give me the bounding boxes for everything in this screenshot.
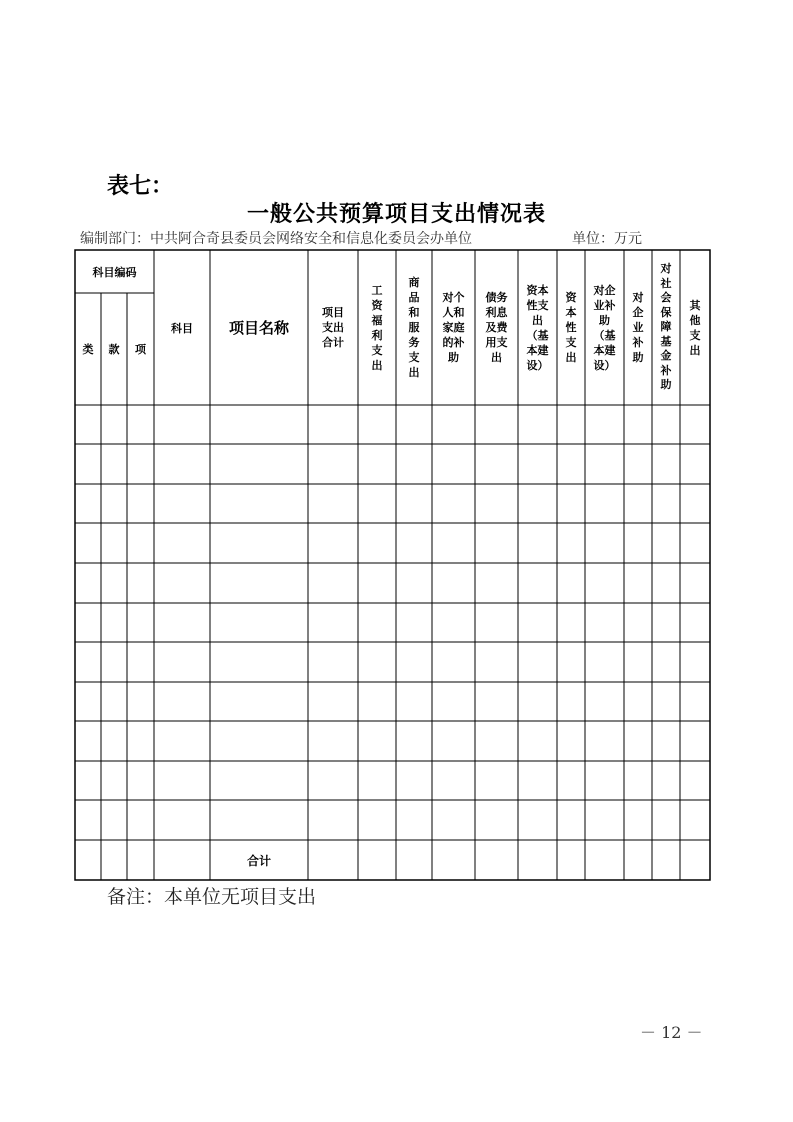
header-wages <box>358 250 396 405</box>
header-other-line: 支 <box>689 328 701 342</box>
header-to-individuals-line: 家庭 <box>442 321 465 334</box>
header-code-group: 科目编码 <box>92 265 137 279</box>
header-lei: 类 <box>82 343 94 356</box>
header-capital-basic-line: 设） <box>526 358 549 372</box>
header-social-security-line: 保 <box>660 305 672 319</box>
header-social-security <box>652 250 680 405</box>
page-number: － 12 － <box>640 1023 703 1042</box>
header-capital-line: 本 <box>565 306 577 319</box>
header-capital-basic-line: 性支 <box>526 298 549 312</box>
header-wages-line: 支 <box>371 343 383 357</box>
header-debt-interest-line: 用支 <box>485 336 508 349</box>
header-capital-basic-line: 资本 <box>526 283 549 297</box>
header-goods-services-line: 务 <box>408 336 420 349</box>
header-enterprise-basic-line: 对企 <box>593 283 616 297</box>
header-capital-basic-line: 本建 <box>526 343 549 357</box>
header-social-security-line: 对 <box>660 262 672 276</box>
header-debt-interest-line: 利息 <box>485 306 508 319</box>
header-capital <box>557 250 585 405</box>
header-project-total-line: 项目 <box>322 306 344 319</box>
header-capital-basic <box>518 250 557 405</box>
header-social-security-line: 障 <box>660 320 672 334</box>
department-line: 编制部门：中共阿合奇县委员会网络安全和信息化委员会办单位 <box>80 231 472 247</box>
header-debt-interest-line: 及费 <box>485 321 508 334</box>
header-debt-interest <box>475 250 518 405</box>
header-subject: 科目 <box>171 321 193 335</box>
table-label: 表七： <box>107 173 174 199</box>
header-goods-services-line: 出 <box>408 366 420 379</box>
header-goods-services <box>396 250 432 405</box>
page-title: 一般公共预算项目支出情况表 <box>246 201 546 227</box>
header-other <box>680 250 710 405</box>
header-capital-basic-line: 出 <box>532 313 543 327</box>
header-kuan: 款 <box>108 343 120 356</box>
header-debt-interest-line: 债务 <box>485 291 508 304</box>
header-social-security-line: 会 <box>660 291 672 305</box>
header-social-security-line: 社 <box>660 276 672 290</box>
header-capital-basic-line: （基 <box>526 328 549 342</box>
header-goods-services-line: 支 <box>408 351 420 364</box>
header-wages-line: 福 <box>371 313 383 327</box>
header-other-line: 出 <box>689 343 701 357</box>
header-enterprise-line: 助 <box>632 351 644 364</box>
header-xiang: 项 <box>135 343 146 356</box>
header-project-total-line: 支出 <box>322 321 344 334</box>
header-enterprise-line: 业 <box>632 321 644 334</box>
header-enterprise-basic-line: 本建 <box>593 343 616 357</box>
note: 备注：本单位无项目支出 <box>107 886 317 908</box>
header-project-total-line: 合计 <box>322 336 344 349</box>
header-capital-line: 性 <box>565 321 577 334</box>
header-project-total <box>308 250 358 405</box>
header-wages-line: 资 <box>371 298 383 312</box>
header-enterprise-line: 补 <box>632 336 644 349</box>
header-enterprise-line: 企 <box>632 306 644 319</box>
header-social-security-line: 金 <box>660 349 672 363</box>
header-project-name: 项目名称 <box>228 319 289 337</box>
header-enterprise-basic-line: 设） <box>593 358 616 372</box>
header-other-line: 其 <box>689 298 701 312</box>
header-to-individuals-line: 对个 <box>442 291 465 304</box>
header-enterprise <box>624 250 652 405</box>
header-capital-line: 支 <box>565 336 577 349</box>
header-to-individuals <box>432 250 475 405</box>
header-debt-interest-line: 出 <box>491 351 502 364</box>
header-social-security-line: 基 <box>660 334 672 348</box>
header-to-individuals-line: 人和 <box>442 306 465 319</box>
header-wages-line: 出 <box>371 358 383 372</box>
header-social-security-line: 助 <box>660 378 672 392</box>
header-goods-services-line: 服 <box>408 321 420 334</box>
header-other-line: 他 <box>689 313 701 327</box>
header-goods-services-line: 商 <box>408 276 420 289</box>
header-enterprise-basic <box>585 250 624 405</box>
header-enterprise-basic-line: 业补 <box>593 298 616 312</box>
header-enterprise-basic-line: （基 <box>593 328 616 342</box>
header-enterprise-basic-line: 助 <box>599 313 610 327</box>
header-to-individuals-line: 助 <box>448 351 459 364</box>
header-social-security-line: 补 <box>660 363 672 377</box>
header-goods-services-line: 品 <box>408 291 420 304</box>
header-wages-line: 利 <box>371 328 383 342</box>
header-enterprise-line: 对 <box>632 291 644 304</box>
unit-line: 单位：万元 <box>572 231 642 247</box>
header-goods-services-line: 和 <box>408 306 420 319</box>
header-to-individuals-line: 的补 <box>442 336 465 349</box>
total-row-label: 合计 <box>246 853 271 868</box>
header-capital-line: 出 <box>565 351 577 364</box>
header-capital-line: 资 <box>565 291 577 304</box>
header-wages-line: 工 <box>371 283 383 297</box>
